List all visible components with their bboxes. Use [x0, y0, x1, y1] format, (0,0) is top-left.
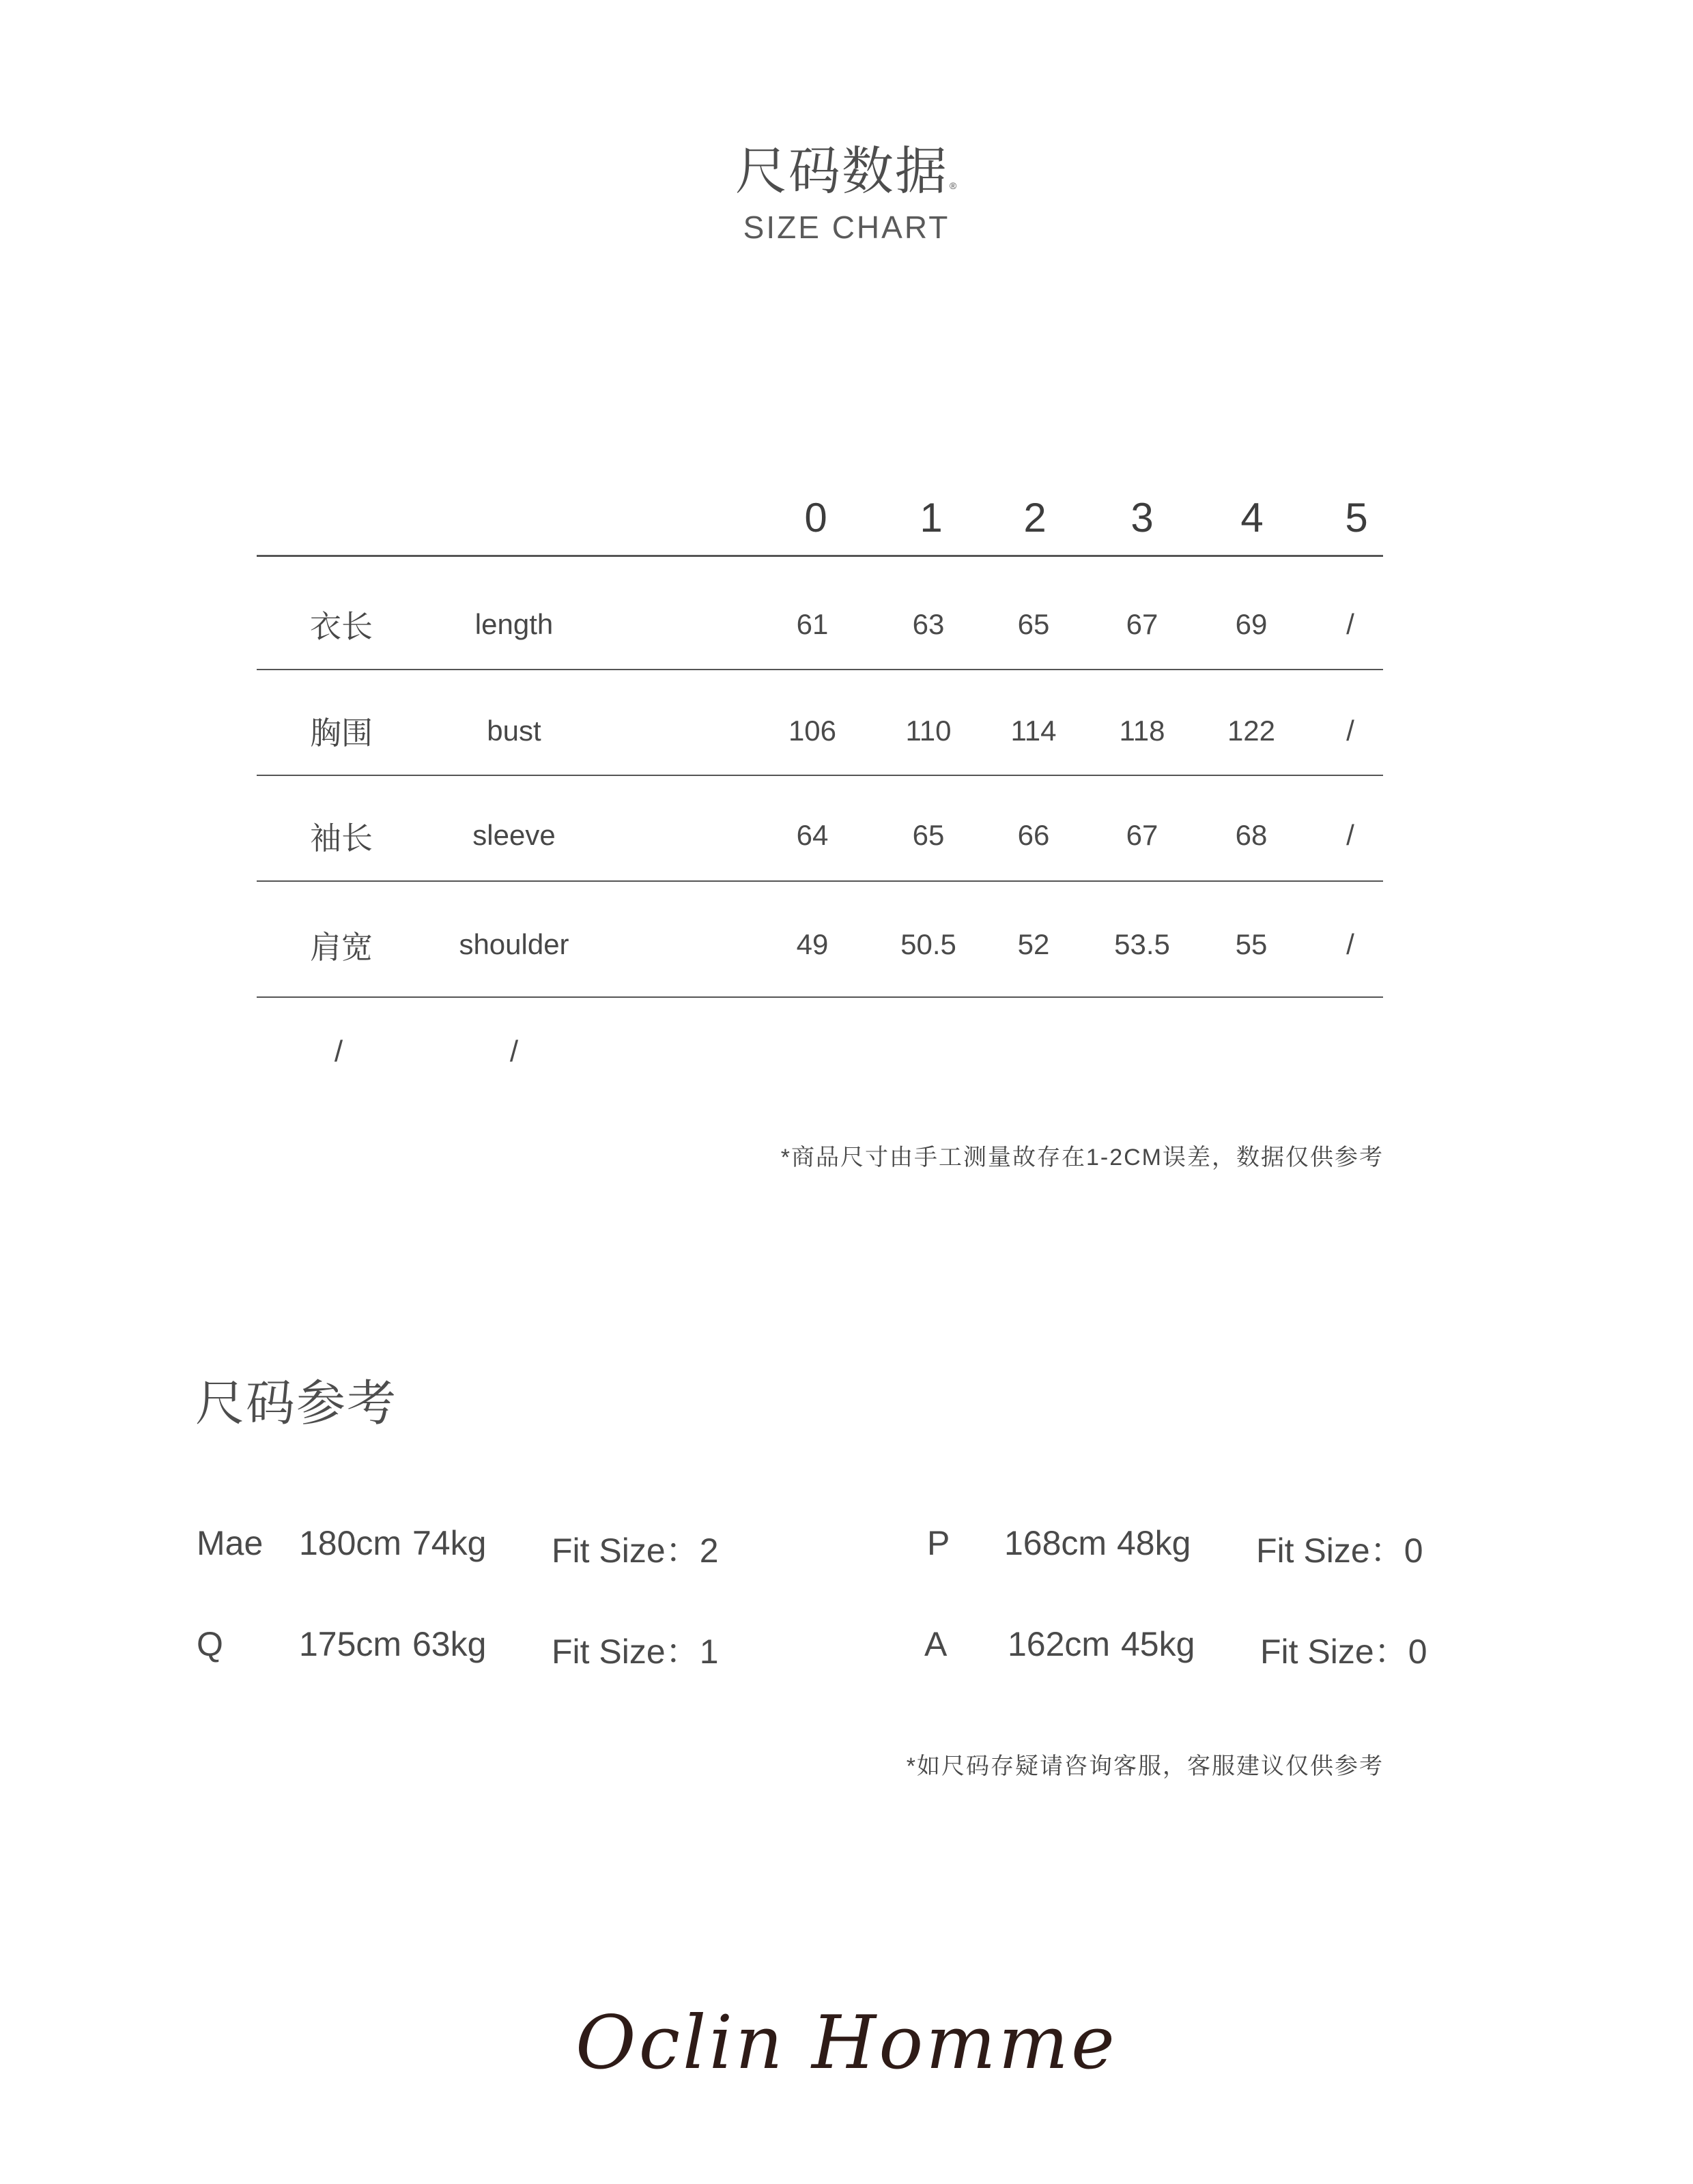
table-cell: 53.5: [1114, 928, 1170, 960]
model-fit-size: Fit Size：0: [1260, 1633, 1427, 1671]
table-cell: 63: [912, 608, 945, 640]
brand-logo: [0, 1993, 1693, 2106]
table-cell: 50.5: [900, 928, 956, 960]
model-height: 162cm: [1008, 1625, 1111, 1663]
table-cell: 114: [1010, 715, 1057, 747]
brand-logo-artwork: [575, 1993, 1118, 2102]
page-subtitle: SIZE CHART: [743, 210, 950, 245]
customer-service-note: *如尺码存疑请咨询客服，客服建议仅供参考: [906, 1753, 1384, 1779]
model-weight: 63kg: [412, 1625, 487, 1663]
model-height: 180cm: [299, 1524, 402, 1562]
table-cell: 49: [796, 928, 829, 960]
model-height: 175cm: [299, 1625, 402, 1663]
row-label-en: sleeve: [472, 819, 556, 851]
size-reference-title: 尺码参考: [195, 1377, 398, 1431]
table-cell: 68: [1235, 819, 1268, 851]
table-cell: /: [1346, 928, 1354, 960]
table-cell: /: [1346, 715, 1354, 747]
extra-row-en: /: [509, 1035, 519, 1068]
row-label-en: length: [474, 608, 554, 640]
svg-text:Oclin Homme: Oclin Homme: [575, 2000, 1118, 2086]
table-cell: 118: [1119, 715, 1165, 747]
row-label-en: shoulder: [459, 928, 569, 960]
model-fit-size: Fit Size：0: [1256, 1532, 1423, 1570]
table-cell: /: [1346, 608, 1354, 640]
table-cell: 65: [1017, 608, 1050, 640]
model-fit-size: Fit Size：1: [552, 1633, 719, 1671]
table-divider: [257, 996, 1383, 998]
size-header-1: 1: [920, 495, 943, 541]
model-name: P: [927, 1524, 950, 1562]
row-label-en: bust: [487, 715, 541, 747]
model-weight: 48kg: [1117, 1524, 1191, 1562]
table-cell: 66: [1017, 819, 1050, 851]
table-cell: 67: [1126, 608, 1158, 640]
model-weight: 45kg: [1121, 1625, 1195, 1663]
table-cell: 55: [1235, 928, 1268, 960]
table-cell: 69: [1235, 608, 1268, 640]
page-title: 尺码数据 ®: [735, 143, 958, 201]
table-divider: [257, 880, 1383, 882]
table-cell: 106: [788, 715, 837, 747]
model-name: A: [924, 1625, 948, 1663]
size-header-2: 2: [1023, 495, 1047, 541]
table-cell: 61: [796, 608, 829, 640]
model-fit-size: Fit Size：2: [552, 1532, 719, 1570]
table-cell: 67: [1126, 819, 1158, 851]
table-cell: 122: [1227, 715, 1276, 747]
model-height: 168cm: [1004, 1524, 1107, 1562]
table-divider: [257, 669, 1383, 670]
row-label-cn: 胸围: [310, 715, 373, 751]
size-header-5: 5: [1345, 495, 1368, 541]
registered-mark: ®: [949, 180, 958, 191]
measurement-note: *商品尺寸由手工测量故存在1-2CM误差，数据仅供参考: [780, 1145, 1384, 1170]
model-weight: 74kg: [412, 1524, 487, 1562]
size-header-0: 0: [804, 495, 827, 541]
model-name: Q: [197, 1625, 223, 1663]
model-name: Mae: [197, 1524, 264, 1562]
table-cell: 110: [905, 715, 952, 747]
size-header-4: 4: [1240, 495, 1264, 541]
row-label-cn: 袖长: [310, 820, 373, 856]
table-cell: 65: [912, 819, 945, 851]
row-label-cn: 肩宽: [310, 930, 373, 965]
row-label-cn: 衣长: [310, 609, 373, 644]
extra-row-cn: /: [334, 1035, 343, 1068]
table-divider: [257, 555, 1383, 557]
table-cell: 52: [1017, 928, 1050, 960]
size-header-3: 3: [1130, 495, 1154, 541]
table-cell: 64: [796, 819, 829, 851]
table-divider: [257, 775, 1383, 776]
table-cell: /: [1346, 819, 1354, 851]
